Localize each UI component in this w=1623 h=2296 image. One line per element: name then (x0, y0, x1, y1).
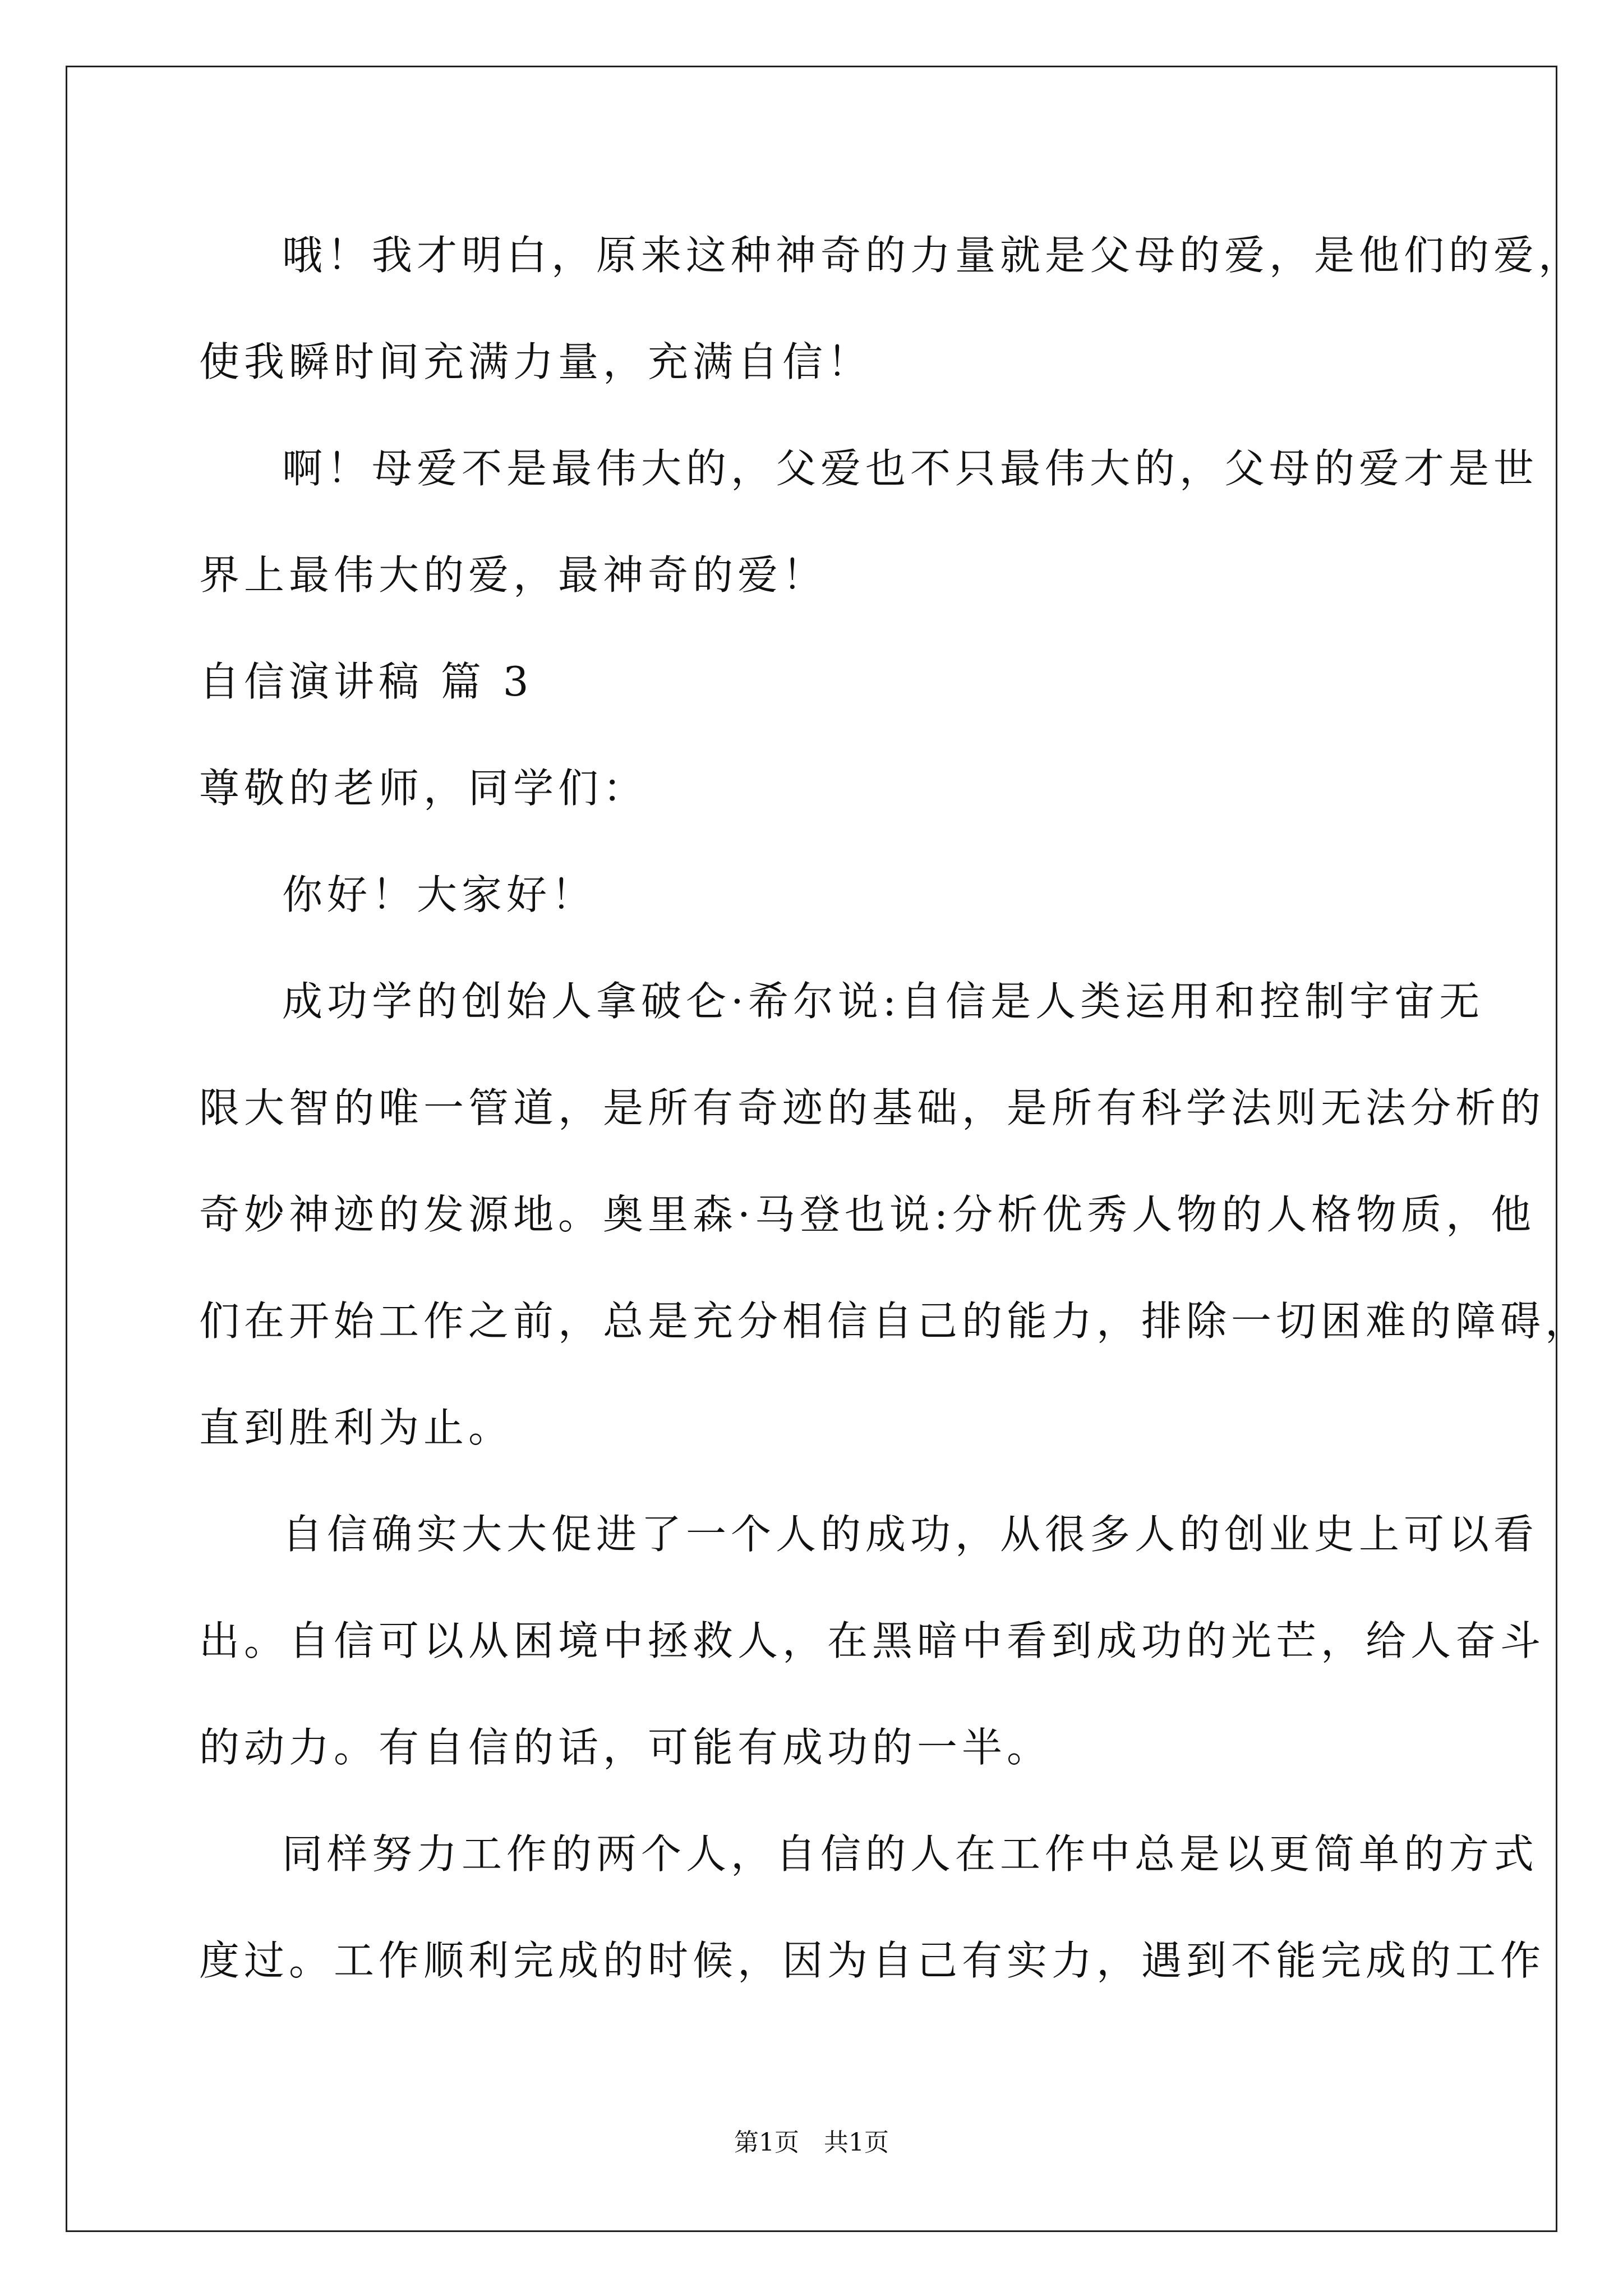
paragraph-line: 自信确实大大促进了一个人的成功，从很多人的创业史上可以看 (282, 1511, 1539, 1558)
paragraph-line: 们在开始工作之前，总是充分相信自己的能力，排除一切困难的障碍， (199, 1297, 1590, 1345)
section-heading: 自信演讲稿 篇 3 (199, 658, 533, 705)
paragraph-line: 同样努力工作的两个人，自信的人在工作中总是以更简单的方式 (282, 1830, 1539, 1878)
paragraph-line: 的动力。有自信的话，可能有成功的一半。 (199, 1724, 1052, 1771)
document-body (199, 202, 1590, 2014)
paragraph-line: 奇妙神迹的发源地。奥里森·马登也说:分析优秀人物的人格物质，他 (199, 1191, 1536, 1238)
salutation: 尊敬的老师，同学们： (199, 765, 648, 812)
paragraph-line: 度过。工作顺利完成的时候，因为自己有实力，遇到不能完成的工作 (199, 1937, 1546, 1984)
paragraph-line: 啊！母爱不是最伟大的，父爱也不只最伟大的，父母的爱才是世 (282, 445, 1539, 492)
paragraph-line: 成功学的创始人拿破仑·希尔说:自信是人类运用和控制宇宙无 (282, 978, 1484, 1025)
greeting: 你好！大家好！ (282, 871, 597, 918)
paragraph-line: 使我瞬时间充满力量，充满自信！ (199, 338, 873, 385)
paragraph-line: 限大智的唯一管道，是所有奇迹的基础，是所有科学法则无法分析的 (199, 1084, 1546, 1131)
paragraph-line: 出。自信可以从困境中拯救人，在黑暗中看到成功的光芒，给人奋斗 (199, 1617, 1546, 1664)
paragraph-line: 直到胜利为止。 (199, 1404, 514, 1451)
paragraph-line: 界上最伟大的爱，最神奇的爱！ (199, 551, 828, 599)
paragraph-line: 哦！我才明白，原来这种神奇的力量就是父母的爱，是他们的爱， (282, 232, 1584, 279)
page-number-footer: 第1页 共1页 (734, 2128, 889, 2157)
